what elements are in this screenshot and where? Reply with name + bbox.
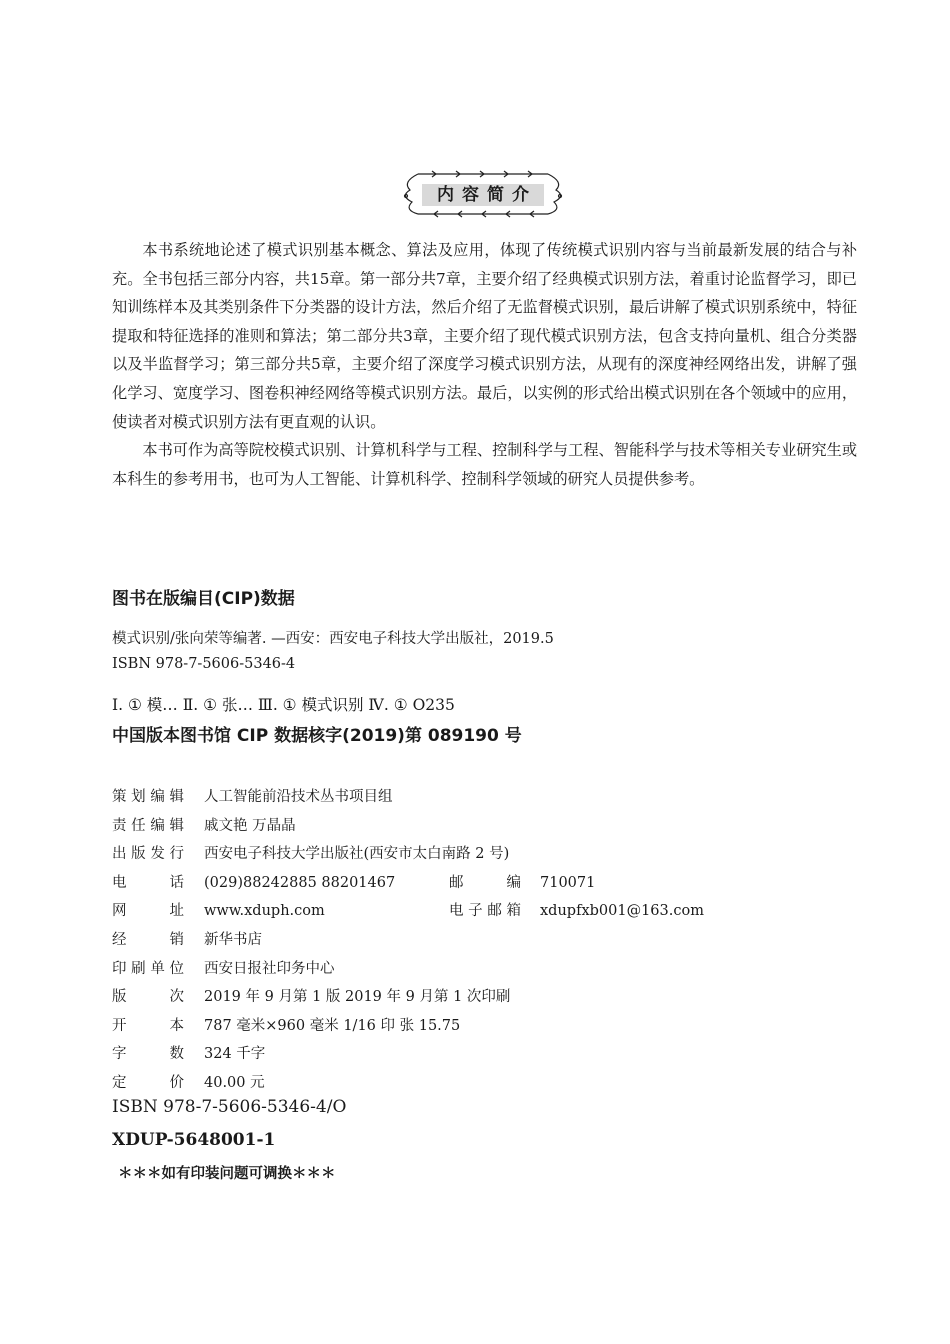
imprint-label: 定价 [112, 1074, 184, 1091]
imprint-value: 787 毫米×960 毫米 1/16 印 张 15.75 [204, 1017, 461, 1034]
imprint-value: (029)88242885 88201467 [204, 874, 396, 891]
imprint-label: 网址 [112, 903, 184, 920]
cip-heading: 图书在版编目(CIP)数据 [112, 589, 295, 609]
xdup-code: XDUP-5648001-1 [112, 1130, 276, 1150]
imprint-label: 策划编辑 [112, 789, 184, 805]
imprint-label: 责任编辑 [112, 817, 184, 834]
cip-number-line: 中国版本图书馆 CIP 数据核字(2019)第 089190 号 [112, 726, 522, 746]
summary-title: 内容简介 [422, 184, 544, 206]
imprint-label: 邮编 [449, 874, 521, 891]
imprint-row [112, 926, 812, 955]
imprint-label: 经销 [112, 931, 184, 948]
summary-paragraph-2: 本书可作为高等院校模式识别、计算机科学与工程、控制科学与工程、智能科学与技术等相关专业研究生或本科生的参考用书，也可为人工智能、计算机科学、控制科学领域的研究人员提供参考。 [112, 441, 857, 488]
imprint-label: 印刷单位 [112, 960, 184, 977]
imprint-value: 324 千字 [204, 1046, 266, 1063]
print-notice: ＊＊＊如有印装问题可调换＊＊＊ [118, 1166, 336, 1182]
summary-title-frame [398, 168, 568, 220]
imprint-value: 新华书店 [204, 931, 262, 948]
imprint-row [112, 869, 812, 898]
website-value: www.xduph.com [204, 903, 325, 920]
cip-subject-line: Ⅰ. ① 模… Ⅱ. ① 张… Ⅲ. ① 模式识别 Ⅳ. ① O235 [112, 696, 455, 714]
email-value: xdupfxb001@163.com [540, 903, 704, 920]
summary-paragraph-1: 本书系统地论述了模式识别基本概念、算法及应用，体现了传统模式识别内容与当前最新发展的结合与补充。全书包括三部分内容，共15章。第一部分共7章，主要介绍了经典模式识别方法，着重讨论监督学习，即已知训练样本及其类别条件下分类器的设计方法，然后介绍了无监督模式识别，最后讲解了模式识别系统中，特征提取和特征选择的准则和算法；第二部分共3章，主要介绍了现代模式识别方法，包含支持向量机、组合分类器以及半监督学习；第三部分共5章，主要介绍了深度学习模式识别方法，从现有的深度神经网络出发，讲解了强化学习、宽度学习、图卷积神经网络等模式识别方法。最后，以实例的形式给出模式识别在各个领域中的应用，使读者对模式识别方法有更直观的认识。 [112, 241, 857, 431]
imprint-label: 版次 [112, 989, 184, 1006]
price-value: 40.00 元 [204, 1074, 265, 1091]
imprint-row [112, 783, 812, 812]
imprint-row [112, 955, 812, 984]
imprint-row [112, 983, 812, 1012]
cip-isbn-line: ISBN 978-7-5606-5346-4 [112, 656, 296, 672]
imprint-label: 电子邮箱 [449, 903, 521, 920]
imprint-label: 出版发行 [112, 846, 184, 863]
imprint-row [112, 897, 812, 926]
imprint-table [112, 783, 812, 1098]
imprint-row [112, 840, 812, 869]
imprint-row [112, 1069, 812, 1098]
imprint-row [112, 1040, 812, 1069]
imprint-value: 710071 [540, 874, 596, 891]
imprint-label: 电话 [112, 874, 184, 891]
imprint-value: 戚文艳 万晶晶 [204, 817, 296, 834]
imprint-value: 人工智能前沿技术丛书项目组 [204, 789, 393, 805]
imprint-label: 字数 [112, 1046, 184, 1063]
cip-record-line: 模式识别/张向荣等编著. —西安：西安电子科技大学出版社，2019.5 [112, 631, 554, 647]
imprint-row [112, 1012, 812, 1041]
imprint-value: 西安电子科技大学出版社(西安市太白南路 2 号) [204, 846, 510, 863]
summary-body [112, 236, 857, 493]
imprint-value: 2019 年 9 月第 1 版 2019 年 9 月第 1 次印刷 [204, 989, 511, 1006]
imprint-value: 西安日报社印务中心 [204, 960, 335, 977]
imprint-row [112, 812, 812, 841]
imprint-label: 开本 [112, 1017, 184, 1034]
isbn-final: ISBN 978-7-5606-5346-4/O [112, 1097, 347, 1117]
